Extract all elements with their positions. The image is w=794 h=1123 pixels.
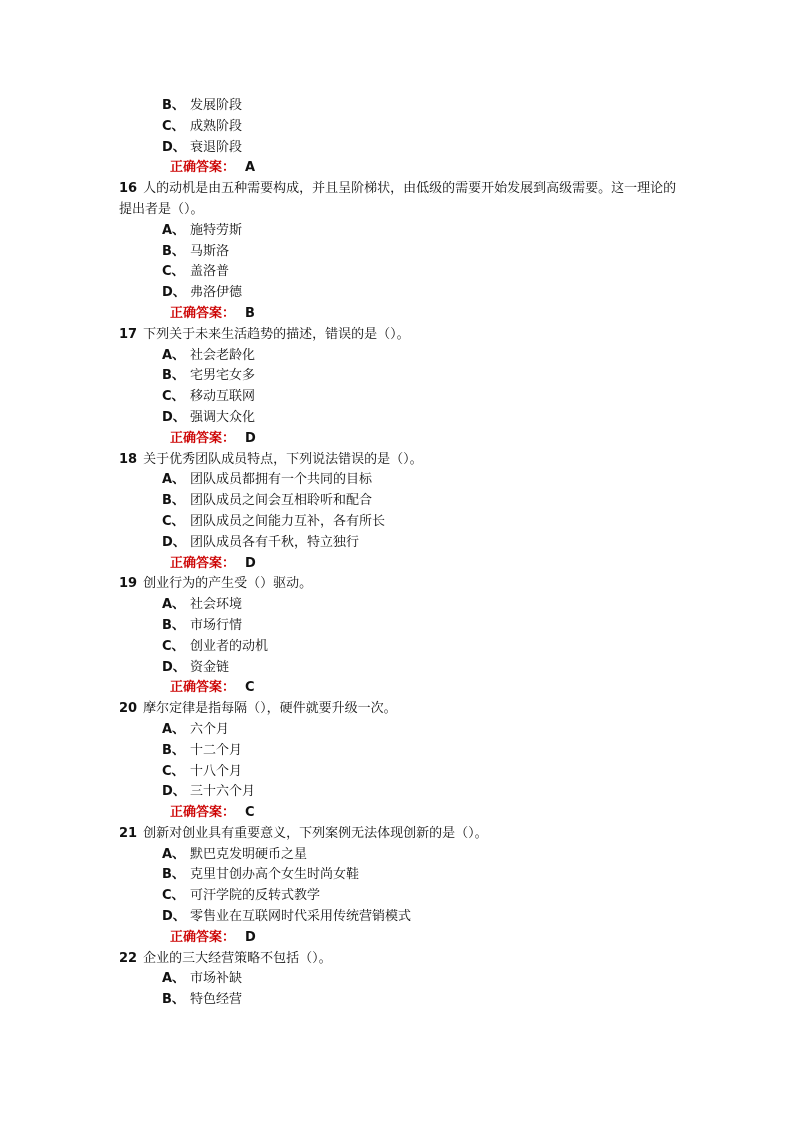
option-text: 创业者的动机 [190, 638, 269, 654]
option-item [0, 845, 794, 866]
option-letter: D、 [162, 409, 186, 425]
question-text: 关于优秀团队成员特点，下列说法错误的是（）。 [143, 451, 423, 467]
option-item [0, 782, 794, 803]
question-text: 人的动机是由五种需要构成，并且呈阶梯状，由低级的需要开始发展到高级需要。这一理论的提出者是（）。 [119, 181, 677, 217]
option-text: 移动互联网 [190, 389, 256, 405]
correct-answer-value: A [245, 160, 256, 176]
option-item [0, 658, 794, 679]
option-letter: D、 [162, 139, 186, 155]
question-block [0, 824, 794, 949]
option-letter: D、 [162, 285, 186, 301]
correct-answer-line [0, 158, 794, 179]
option-text: 团队成员都拥有一个共同的目标 [190, 472, 373, 488]
option-text: 马斯洛 [190, 243, 230, 259]
option-letter: B、 [162, 742, 185, 758]
question-text-line [0, 450, 794, 471]
option-item [0, 491, 794, 512]
option-item [0, 138, 794, 159]
question-text-line [0, 574, 794, 595]
option-text: 市场行情 [190, 617, 243, 633]
option-letter: D、 [162, 534, 186, 550]
correct-answer-line [0, 678, 794, 699]
option-letter: C、 [162, 118, 185, 134]
question-text: 下列关于未来生活趋势的描述，错误的是（）。 [143, 326, 410, 342]
exam-page [0, 96, 794, 1011]
option-text: 发展阶段 [190, 98, 243, 113]
question-number: 21 [119, 825, 138, 841]
option-item [0, 886, 794, 907]
option-text: 资金链 [190, 659, 230, 675]
option-text: 克里甘创办高个女生时尚女鞋 [190, 867, 360, 883]
option-text: 衰退阶段 [190, 139, 243, 155]
question-block [0, 699, 794, 824]
option-text: 可汗学院的反转式教学 [190, 888, 321, 904]
option-item [0, 616, 794, 637]
correct-answer-line [0, 304, 794, 325]
option-item [0, 366, 794, 387]
correct-answer-value: D [245, 929, 256, 945]
option-letter: A、 [162, 597, 186, 613]
option-text: 特色经营 [190, 992, 243, 1008]
option-letter: D、 [162, 784, 186, 800]
option-item [0, 637, 794, 658]
option-letter: D、 [162, 659, 186, 675]
correct-answer-line [0, 554, 794, 575]
question-number: 22 [119, 950, 138, 966]
correct-answer-line [0, 429, 794, 450]
option-text: 团队成员各有千秋，特立独行 [190, 534, 360, 550]
question-text: 摩尔定律是指每隔（），硬件就要升级一次。 [143, 701, 397, 717]
option-item [0, 96, 794, 117]
correct-answer-label: 正确答案： [170, 430, 236, 446]
option-text: 六个月 [190, 721, 230, 737]
option-item [0, 221, 794, 242]
correct-answer-label: 正确答案： [170, 929, 236, 945]
option-item [0, 533, 794, 554]
option-letter: C、 [162, 763, 185, 779]
option-item [0, 387, 794, 408]
option-item [0, 117, 794, 138]
correct-answer-value: B [245, 305, 255, 321]
question-block [0, 325, 794, 450]
option-letter: C、 [162, 264, 185, 280]
option-letter: A、 [162, 222, 186, 238]
question-block [0, 96, 794, 179]
option-text: 十八个月 [190, 763, 243, 779]
question-text-line [0, 699, 794, 720]
option-letter: C、 [162, 389, 185, 405]
option-letter: C、 [162, 888, 185, 904]
option-letter: A、 [162, 347, 186, 363]
option-text: 市场补缺 [190, 971, 243, 987]
option-letter: B、 [162, 368, 185, 384]
option-item [0, 865, 794, 886]
option-text: 施特劳斯 [190, 222, 243, 238]
option-letter: C、 [162, 513, 185, 529]
question-number: 20 [119, 701, 138, 717]
option-letter: A、 [162, 971, 186, 987]
option-letter: B、 [162, 243, 185, 259]
correct-answer-line [0, 928, 794, 949]
option-text: 三十六个月 [190, 784, 256, 800]
question-text-line [0, 179, 679, 221]
option-item [0, 470, 794, 491]
question-text-line [0, 325, 794, 346]
option-item [0, 990, 794, 1011]
option-text: 成熟阶段 [190, 118, 243, 134]
option-item [0, 720, 794, 741]
option-letter: C、 [162, 638, 185, 654]
option-text: 弗洛伊德 [190, 285, 243, 301]
question-block [0, 574, 794, 699]
option-text: 团队成员之间会互相聆听和配合 [190, 493, 373, 509]
question-text: 创新对创业具有重要意义，下列案例无法体现创新的是（）。 [143, 825, 488, 841]
option-item [0, 595, 794, 616]
option-text: 社会老龄化 [190, 347, 256, 363]
question-number: 18 [119, 451, 138, 467]
option-letter: A、 [162, 472, 186, 488]
option-letter: B、 [162, 493, 185, 509]
option-item [0, 969, 794, 990]
question-number: 16 [119, 181, 138, 197]
correct-answer-value: C [245, 680, 255, 696]
question-text-line [0, 824, 794, 845]
question-block [0, 450, 794, 575]
option-text: 强调大众化 [190, 409, 256, 425]
option-item [0, 346, 794, 367]
correct-answer-label: 正确答案： [170, 160, 236, 176]
option-letter: B、 [162, 867, 185, 883]
question-text: 创业行为的产生受（）驱动。 [143, 576, 313, 592]
option-letter: B、 [162, 98, 185, 113]
option-item [0, 762, 794, 783]
correct-answer-label: 正确答案： [170, 305, 236, 321]
question-block [0, 949, 794, 1011]
option-letter: A、 [162, 721, 186, 737]
correct-answer-value: D [245, 430, 256, 446]
correct-answer-line [0, 803, 794, 824]
option-letter: A、 [162, 846, 186, 862]
correct-answer-label: 正确答案： [170, 805, 236, 821]
option-text: 默巴克发明硬币之星 [190, 846, 308, 862]
option-item [0, 408, 794, 429]
question-number: 19 [119, 576, 138, 592]
option-item [0, 283, 794, 304]
option-text: 盖洛普 [190, 264, 230, 280]
correct-answer-value: C [245, 805, 255, 821]
option-item [0, 242, 794, 263]
correct-answer-value: D [245, 555, 256, 571]
option-text: 零售业在互联网时代采用传统营销模式 [190, 909, 412, 925]
option-letter: B、 [162, 617, 185, 633]
question-text-line [0, 949, 794, 970]
question-block [0, 179, 794, 325]
option-text: 团队成员之间能力互补，各有所长 [190, 513, 386, 529]
option-letter: D、 [162, 909, 186, 925]
option-text: 十二个月 [190, 742, 243, 758]
option-text: 宅男宅女多 [190, 368, 256, 384]
option-item [0, 512, 794, 533]
question-text: 企业的三大经营策略不包括（）。 [143, 950, 332, 966]
option-item [0, 262, 794, 283]
correct-answer-label: 正确答案： [170, 555, 236, 571]
option-text: 社会环境 [190, 597, 243, 613]
option-item [0, 741, 794, 762]
question-number: 17 [119, 326, 138, 342]
correct-answer-label: 正确答案： [170, 680, 236, 696]
option-letter: B、 [162, 992, 185, 1008]
option-item [0, 907, 794, 928]
